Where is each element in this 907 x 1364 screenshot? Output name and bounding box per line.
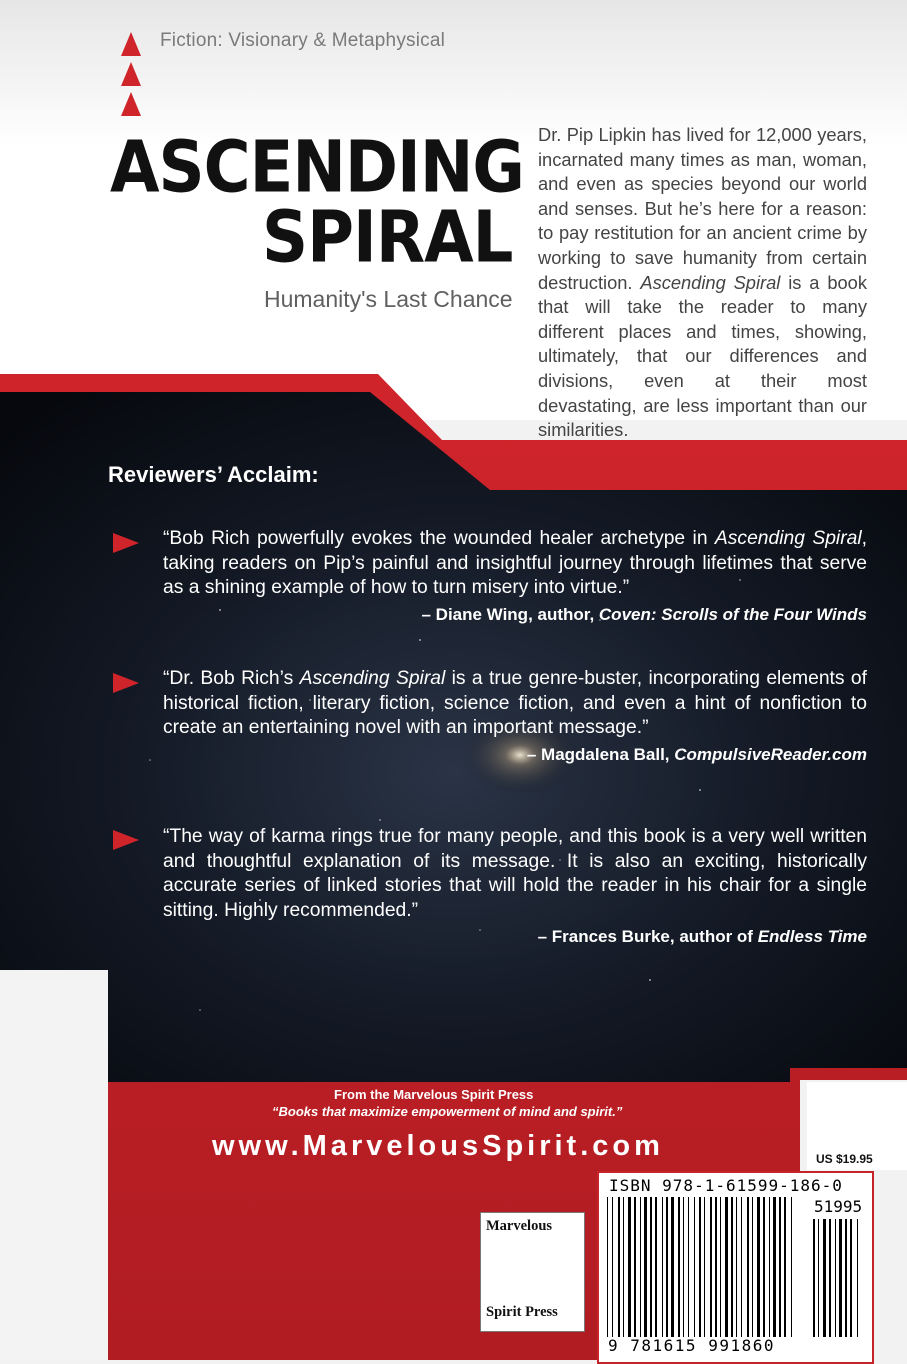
review-2 — [163, 667, 867, 767]
barcode-number: 9 781615 991860 — [608, 1336, 775, 1355]
bullet-arrow-icon — [113, 673, 139, 693]
review-text: “Dr. Bob Rich’s Ascending Spiral is a true genre-buster, incorporating elements of historical fiction, literary fiction, science fiction, and even a hint of nonfiction to create an entertaining novel with an important message.” — [163, 668, 867, 739]
barcode-addon: 51995 — [814, 1197, 863, 1216]
subtitle: Humanity's Last Chance — [264, 286, 513, 312]
title-line-2: SPIRAL — [262, 196, 513, 280]
review-3 — [163, 825, 867, 950]
review-text: “Bob Rich powerfully evokes the wounded healer archetype in Ascending Spiral, taking readers on Pip’s painful and insightful journey through lifetimes that serve as a shining example of how to turn misery into virtue.” — [163, 528, 867, 599]
website-link[interactable]: www.MarvelousSpirit.com — [212, 1130, 664, 1162]
logo-text-top: Marvelous — [486, 1218, 553, 1234]
title-line-1: ASCENDING — [110, 126, 524, 210]
price-label: US $19.95 — [816, 1152, 873, 1166]
review-attribution: – Diane Wing, author, Coven: Scrolls of the Four Winds — [421, 604, 867, 624]
press-line: From the Marvelous Spirit Press — [334, 1087, 534, 1102]
review-attribution: – Magdalena Ball, CompulsiveReader.com — [526, 744, 867, 764]
acclaim-heading: Reviewers’ Acclaim: — [108, 462, 319, 487]
review-1 — [163, 527, 867, 627]
review-text: “The way of karma rings true for many people, and this book is a very well written and thoughtful explanation of its message. It is also an exciting, historically accurate series of linked stories that will hold the reader in his chair for a single sitting. Highly recommended.” — [163, 826, 867, 921]
genre-label: Fiction: Visionary & Metaphysical — [160, 30, 446, 51]
isbn-label: ISBN 978-1-61599-186-0 — [609, 1176, 843, 1195]
review-attribution: – Frances Burke, author of Endless Time — [537, 927, 867, 947]
press-tagline: “Books that maximize empowerment of mind and spirit.” — [272, 1104, 623, 1119]
arrow-icons — [121, 32, 141, 116]
logo-text-bottom: Spirit Press — [486, 1304, 558, 1320]
bullet-arrow-icon — [113, 830, 139, 850]
book-blurb: Dr. Pip Lipkin has lived for 12,000 years, incarnated many times as man, woman, and even as species beyond our world and senses. But he’s here for a reason: to pay restitution for an ancient crime by working to save humanity from certain destruction. Ascending Spiral is a book that will take the reader to many different places and times, showing, ultimately, that our differences and divisions, even at their most devastating, are less important than our similarities. — [538, 124, 867, 441]
bullet-arrow-icon — [113, 533, 139, 553]
